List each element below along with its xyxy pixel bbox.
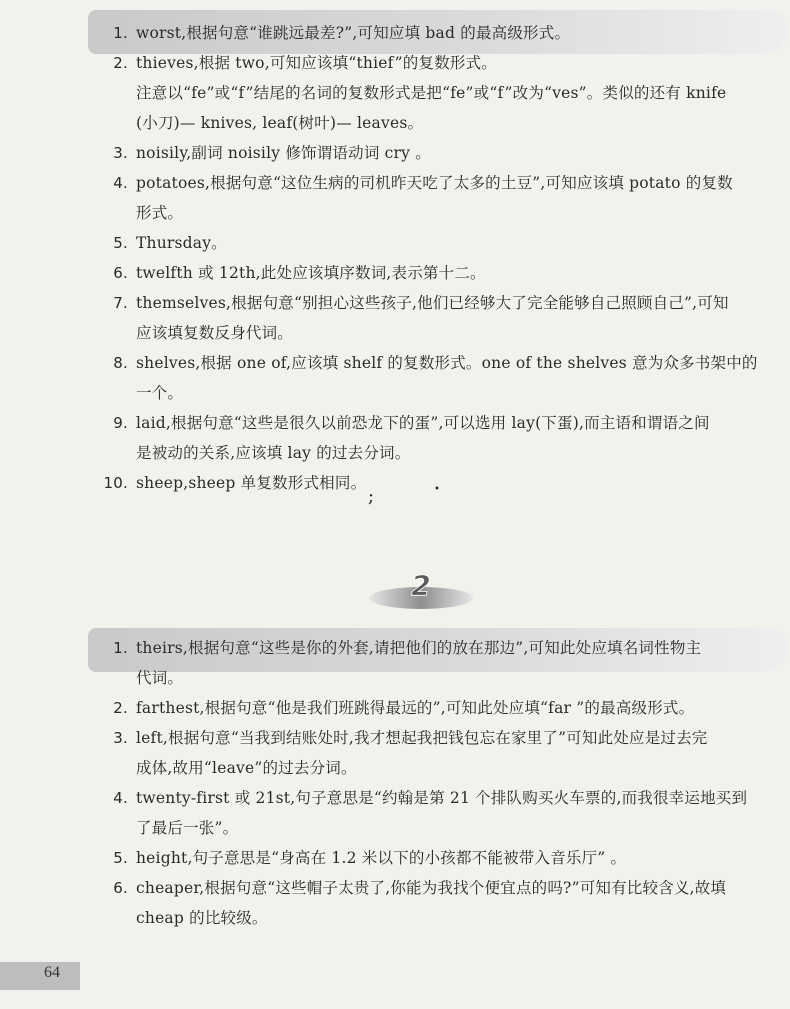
answer-number: 3. [113,144,128,162]
answer-text-line: 应该填复数反身代词。 [136,324,294,342]
answer-item [0,228,790,258]
answer-text-line: (小刀)— knives, leaf(树叶)— leaves。 [136,114,424,132]
answer-number: 5. [113,234,128,252]
answer-text-line: laid,根据句意“这些是很久以前恐龙下的蛋”,可以选用 lay(下蛋),而主语和谓语之间 [136,414,710,432]
answer-text-line: noisily,副词 noisily 修饰谓语动词 cry 。 [136,144,431,162]
answer-item [0,723,790,783]
answer-item [0,693,790,723]
answer-number: 4. [113,174,128,192]
answer-number: 6. [113,879,128,897]
section-number-emblem [366,568,476,612]
answer-number: 2. [113,699,128,717]
answer-item [0,18,790,48]
answer-item [0,348,790,408]
answer-item [0,468,790,498]
section-b-answer-list [0,633,790,933]
answer-number: 10. [103,474,128,492]
page-number-tab [0,962,80,990]
answer-text-line: shelves,根据 one of,应该填 shelf 的复数形式。one of the shelves 意为众多书架中的 [136,354,758,372]
answer-text-line: farthest,根据句意“他是我们班跳得最远的”,可知此处应填“far ”的最高级形式。 [136,699,695,717]
answer-item [0,873,790,933]
answer-text-line: Thursday。 [136,234,227,252]
answer-text-line: sheep,sheep 单复数形式相同。 [136,474,367,492]
answer-item [0,843,790,873]
answer-text-line: cheaper,根据句意“这些帽子太贵了,你能为我找个便宜点的吗?”可知有比较含义,故填 [136,879,727,897]
answer-number: 5. [113,849,128,867]
answer-item [0,633,790,693]
section-number: 2 [411,569,431,602]
answer-item [0,168,790,228]
answer-text-line: 代词。 [136,669,184,687]
answer-number: 6. [113,264,128,282]
answer-item [0,288,790,348]
answer-text-line: 了最后一张”。 [136,819,239,837]
answer-item [0,783,790,843]
answer-text-line: theirs,根据句意“这些是你的外套,请把他们的放在那边”,可知此处应填名词性物主 [136,639,702,657]
answer-number: 2. [113,54,128,72]
answer-number: 4. [113,789,128,807]
answer-item [0,258,790,288]
answer-number: 1. [113,24,128,42]
answer-text-line: 成体,故用“leave”的过去分词。 [136,759,357,777]
answer-number: 8. [113,354,128,372]
answer-text-line: 形式。 [136,204,184,222]
answer-text-line: 注意以“fe”或“f”结尾的名词的复数形式是把“fe”或“f”改为“ves”。类似的还有 knife [136,84,727,102]
answer-text-line: 一个。 [136,384,184,402]
answer-number: 9. [113,414,128,432]
ink-dot: • [434,484,440,495]
answer-text-line: twelfth 或 12th,此处应该填序数词,表示第十二。 [136,264,486,282]
answer-text-line: themselves,根据句意“别担心这些孩子,他们已经够大了完全能够自己照顾自己”,可知 [136,294,729,312]
answer-text-line: thieves,根据 two,可知应该填“thief”的复数形式。 [136,54,498,72]
answer-text-line: 是被动的关系,应该填 lay 的过去分词。 [136,444,411,462]
answer-item [0,138,790,168]
answer-number: 7. [113,294,128,312]
answer-item [0,48,790,138]
answer-text-line: worst,根据句意“谁跳远最差?”,可知应填 bad 的最高级形式。 [136,24,571,42]
answer-number: 1. [113,639,128,657]
answer-text-line: height,句子意思是“身高在 1.2 米以下的小孩都不能被带入音乐厅” 。 [136,849,627,867]
answer-text-line: cheap 的比较级。 [136,909,268,927]
section-a-answer-list [0,18,790,498]
answer-number: 3. [113,729,128,747]
answer-text-line: potatoes,根据句意“这位生病的司机昨天吃了太多的土豆”,可知应该填 potato 的复数 [136,174,733,192]
answer-text-line: left,根据句意“当我到结账处时,我才想起我把钱包忘在家里了”可知此处应是过去完 [136,729,708,747]
answer-text-line: twenty-first 或 21st,句子意思是“约翰是第 21 个排队购买火车票的,而我很幸运地买到 [136,789,748,807]
answer-item [0,408,790,468]
ink-speck: ; [368,486,375,507]
page-number: 64 [44,964,60,981]
